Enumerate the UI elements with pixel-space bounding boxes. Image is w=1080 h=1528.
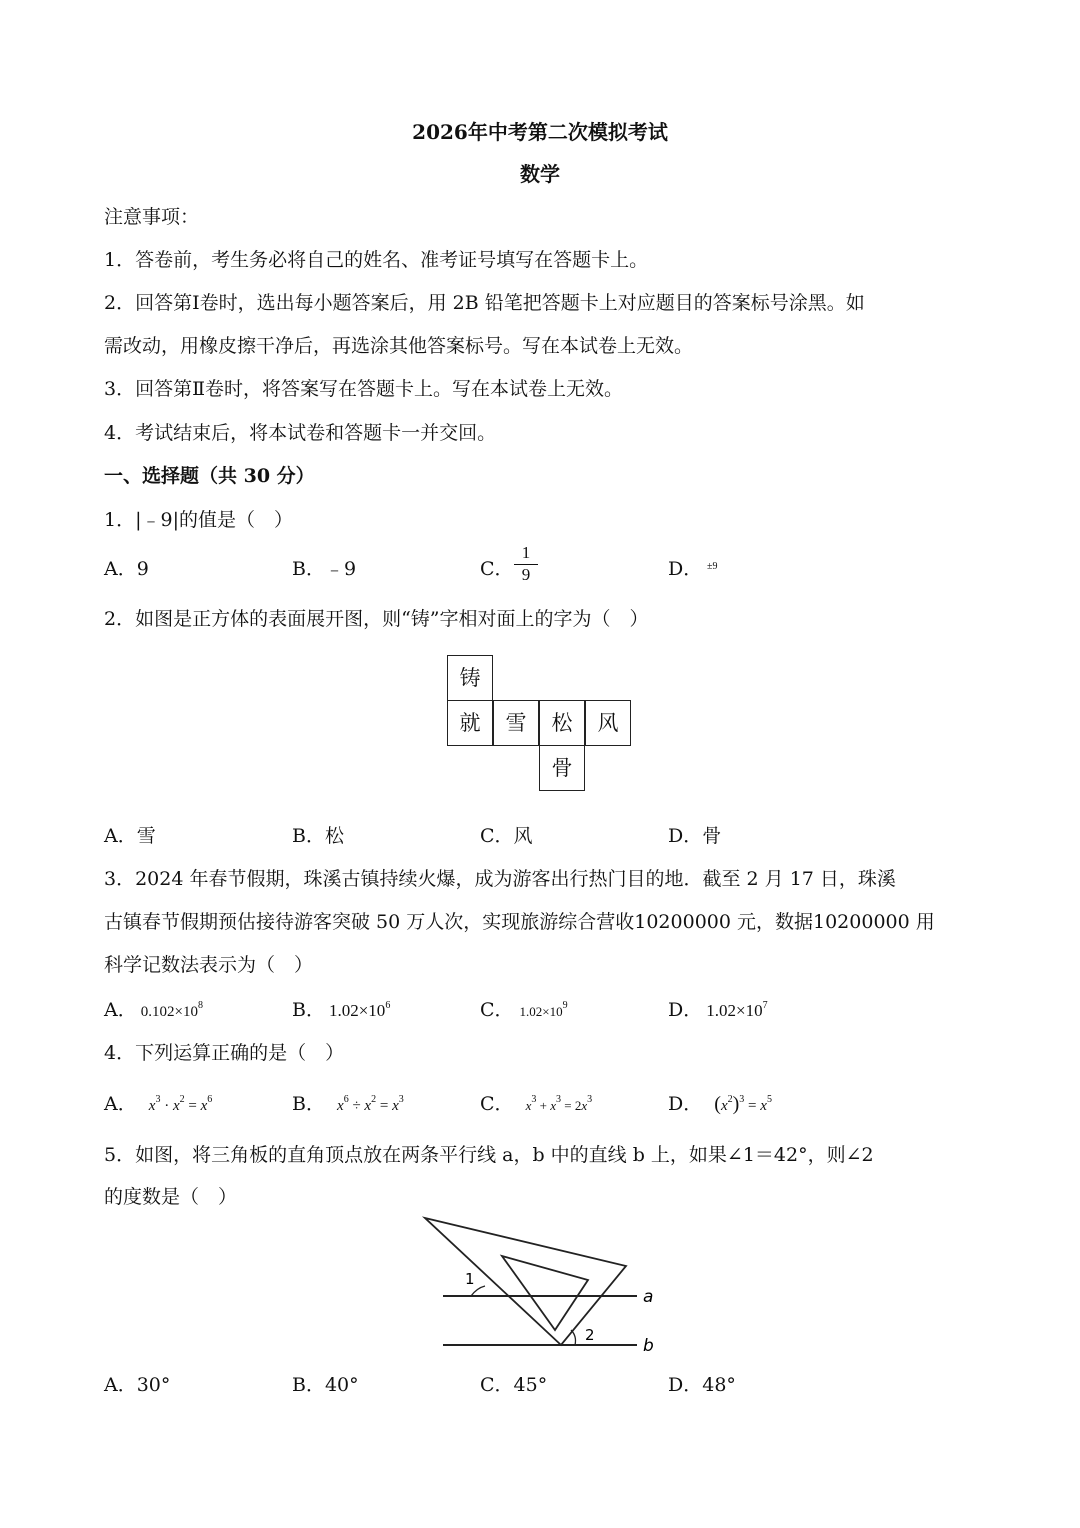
exam-title: 2026年中考第二次模拟考试 [412,120,668,144]
q4-option-c [480,1089,592,1116]
q2-option-a: A．雪 [104,825,156,847]
note-item: 2．回答第Ⅰ卷时，选出每小题答案后，用 2B 铅笔把答题卡上对应题目的答案标号涂黑。如 [104,292,865,314]
sci-exponent: 9 [562,1000,568,1011]
q5-option-a: A．30° [104,1374,171,1396]
option-label: C． [480,999,514,1021]
q1-option-b: B．﹣9 [292,558,357,580]
triangle-outer [425,1218,626,1345]
line-b-label: b [643,1336,654,1356]
q3-option-d [668,995,768,1022]
net-cell: 就 [447,700,493,746]
q5-option-d: D．48° [668,1374,736,1396]
q2-option-b: B．松 [292,825,344,847]
q5-stem-line: 5．如图，将三角板的直角顶点放在两条平行线 a，b 中的直线 b 上，如果∠1＝42°，则∠2 [104,1144,874,1166]
q4-option-b [292,1089,404,1116]
q4-expression-a: $x^3 \cdot x^2 = x^6$ [148,1094,213,1114]
option-label: D． [668,1093,703,1115]
q1-option-d-label: D． [668,558,703,580]
q4-stem: 4．下列运算正确的是（ ） [104,1042,345,1064]
net-cell: 铸 [447,655,493,701]
q1-stem: 1．|﹣9|的值是（ ） [104,509,293,531]
sci-exponent: 7 [762,1000,768,1011]
sci-base: 1.02×10 [706,1001,763,1020]
option-label: C． [480,1093,514,1115]
net-cell: 风 [585,700,631,746]
angle-2-label: 2 [585,1326,595,1344]
q3-stem-line: 科学记数法表示为（ ） [104,954,314,976]
note-item: 4．考试结束后，将本试卷和答题卡一并交回。 [104,422,497,444]
option-label: B． [292,1093,325,1115]
q4-option-a [104,1089,212,1116]
sci-exponent: 8 [197,1000,203,1011]
subject-title: 数学 [520,162,560,186]
q3-option-b [292,995,390,1022]
fraction-denominator: 9 [521,565,531,584]
q4-expression-d: $(x^2)^3 = x^5$ [714,1093,772,1115]
note-item: 需改动，用橡皮擦干净后，再选涂其他答案标号。写在本试卷上无效。 [104,335,694,357]
net-cell: 骨 [539,745,585,791]
q1-option-a: A．9 [104,558,149,580]
notes-heading: 注意事项： [104,206,200,228]
q4-expression-c: $x^3 + x^3 = 2x^3$ [525,1094,593,1113]
q4-option-d [668,1089,772,1116]
q3-option-a [104,995,203,1022]
option-label: D． [668,999,703,1021]
option-label: A． [104,999,137,1021]
q2-option-c: C．风 [480,825,533,847]
q1-option-c-fraction [514,543,538,585]
triangle-inner [502,1256,588,1330]
sci-base: 0.102×10 [140,1004,198,1020]
q2-stem: 2．如图是正方体的表面展开图，则“铸”字相对面上的字为（ ） [104,608,649,630]
sci-base: 1.02×10 [328,1001,386,1020]
sci-exponent: 6 [385,1000,391,1011]
note-item: 1．答卷前，考生务必将自己的姓名、准考证号填写在答题卡上。 [104,249,649,271]
q5-option-c: C．45° [480,1374,548,1396]
net-cell: 松 [539,700,585,746]
note-item: 3．回答第Ⅱ卷时，将答案写在答题卡上。写在本试卷上无效。 [104,378,624,400]
triangle-parallel-lines-figure [415,1210,665,1360]
q4-expression-b: $x^6 \div x^2 = x^3$ [337,1094,404,1114]
q3-option-c [480,995,568,1022]
q3-stem-line: 古镇春节假期预估接待游客突破 50 万人次，实现旅游综合营收10200000 元，数据10200000 用 [104,911,935,933]
q1-option-c-label: C． [480,558,514,580]
q2-option-d: D．骨 [668,825,722,847]
option-label: B． [292,999,325,1021]
q5-option-b: B．40° [292,1374,359,1396]
angle-1-label: 1 [465,1270,475,1288]
fraction-numerator: 1 [514,543,538,565]
sci-base: 1.02×10 [519,1004,563,1019]
line-a-label: a [643,1287,654,1307]
net-cell: 雪 [493,700,539,746]
q5-stem-line: 的度数是（ ） [104,1186,238,1208]
q1-option-d-value: ±9 [707,561,718,572]
option-label: A． [104,1093,137,1115]
section-heading: 一、选择题（共 30 分） [104,465,315,487]
q3-stem-line: 3．2024 年春节假期，珠溪古镇持续火爆，成为游客出行热门目的地．截至 2 月 17 日，珠溪 [104,868,896,890]
